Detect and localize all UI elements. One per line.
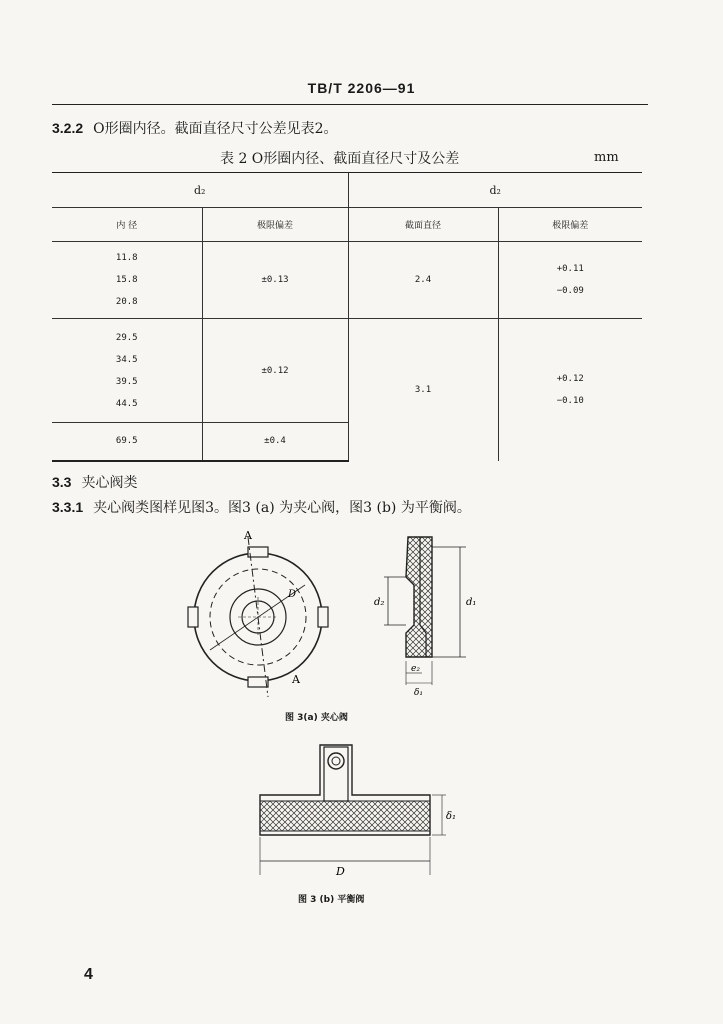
section-text: 夹心阀类图样见图3。图3 (a) 为夹心阀，图3 (b) 为平衡阀。 (93, 500, 471, 516)
section-number: 3.2.2 (52, 120, 84, 136)
inner-diameter-value: 34.5 (115, 354, 138, 365)
section-title: 夹心阀类 (81, 475, 138, 491)
tolerance-lower: −0.09 (556, 286, 584, 296)
table-caption: 表 2 O形圈内径、截面直径尺寸及公差 (220, 151, 460, 167)
valve-plan-view (188, 537, 328, 697)
inner-diameter-value: 39.5 (115, 376, 138, 387)
inner-diameter-value: 20.8 (115, 297, 138, 307)
section-diameter-cell: 2.4 (348, 242, 498, 319)
diameter-label: D (336, 865, 345, 878)
section-label-a-bottom: A (292, 673, 300, 686)
inner-diameter-cell (52, 242, 202, 319)
d1-label: d₁ (466, 597, 477, 608)
figure-3a-drawing (170, 525, 500, 705)
col-header-section-tolerance: 极限偏差 (498, 208, 642, 242)
diameter-label: D (288, 589, 297, 600)
inner-tolerance-cell: ±0.12 (202, 319, 348, 423)
table-group-header-row (52, 173, 642, 208)
table-sub-header-row (52, 208, 642, 242)
col-header-inner-diameter: 内 径 (52, 208, 202, 242)
inner-tolerance-cell: ±0.13 (202, 242, 348, 319)
figure-3b-drawing (240, 735, 470, 885)
group-header-inner: d₂ (52, 173, 348, 208)
section-diameter-cell: 3.1 (348, 319, 498, 461)
section-tolerance-cell (498, 242, 642, 319)
section-number: 3.3.1 (52, 499, 84, 515)
inner-diameter-value: 15.8 (115, 275, 138, 285)
tolerance-upper: +0.12 (556, 373, 584, 384)
e2-label: e₂ (411, 664, 420, 674)
section-3-3-1 (52, 497, 471, 517)
group-header-section: d₂ (348, 173, 642, 208)
section-number: 3.3 (52, 474, 72, 490)
delta1-label: δ₁ (414, 688, 424, 698)
figure-3b-caption: 图 3 (b) 平衡阀 (298, 895, 365, 905)
table-2 (52, 172, 642, 462)
valve-cross-section (384, 537, 466, 685)
inner-diameter-cell: 69.5 (52, 423, 202, 461)
col-header-section-diameter: 截面直径 (348, 208, 498, 242)
inner-diameter-cell (52, 319, 202, 423)
standard-header: TB/T 2206—91 (307, 80, 416, 96)
inner-diameter-value: 44.5 (115, 398, 138, 409)
tolerance-upper: +0.11 (556, 264, 584, 274)
figure-3a-caption: 图 3(a) 夹心阀 (285, 713, 348, 723)
table-unit: mm (594, 150, 619, 165)
section-3-2-2 (52, 118, 338, 138)
balance-valve-section (260, 745, 446, 875)
page-number: 4 (84, 966, 93, 983)
inner-tolerance-cell: ±0.4 (202, 423, 348, 461)
section-label-a-top: A (244, 529, 252, 542)
delta1-label: δ₁ (446, 811, 457, 822)
col-header-inner-tolerance: 极限偏差 (202, 208, 348, 242)
header-rule (52, 104, 648, 105)
d2-label: d₂ (374, 597, 385, 608)
table-row (52, 242, 642, 319)
section-text: O形圈内径。截面直径尺寸公差见表2。 (93, 121, 338, 137)
inner-diameter-value: 11.8 (115, 253, 138, 263)
table-row (52, 319, 642, 423)
inner-diameter-value: 29.5 (115, 332, 138, 343)
tolerance-lower: −0.10 (556, 395, 584, 406)
section-3-3 (52, 472, 137, 492)
section-tolerance-cell (498, 319, 642, 461)
